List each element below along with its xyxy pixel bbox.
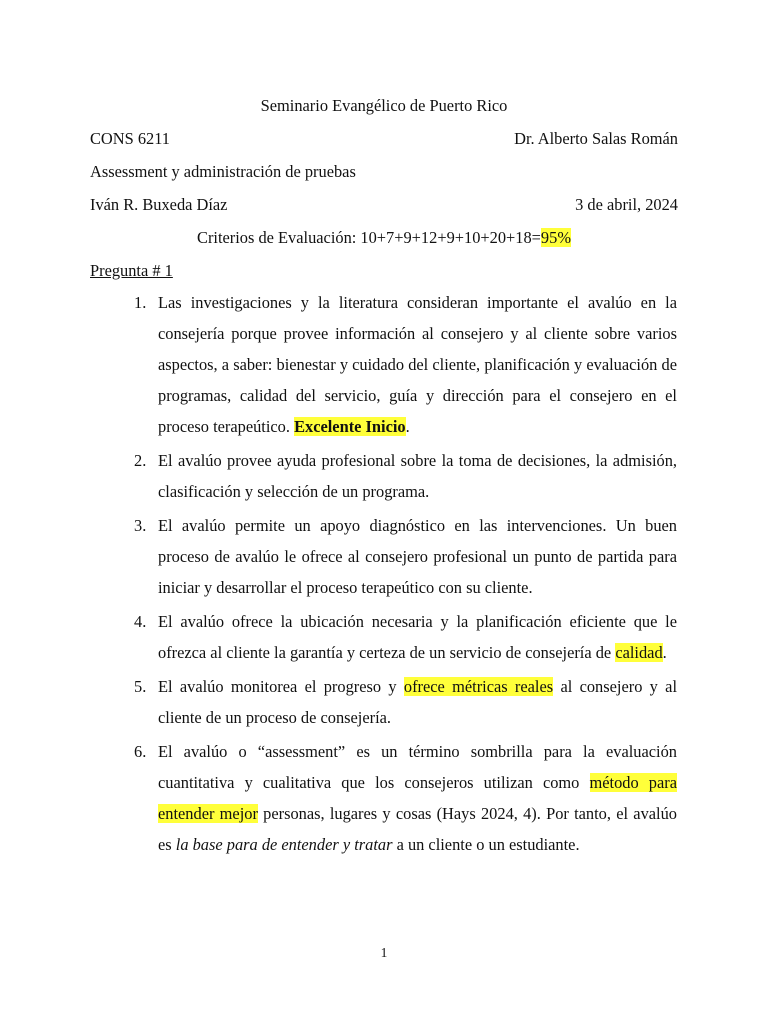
list-item	[0, 606, 677, 668]
text-segment: Las investigaciones y la literatura consideran importante el avalúo en la consejería porque provee información al consejero y al cliente sobre varios aspectos, a saber: bienestar y cuidado del cliente, planificación y evaluación de programas, calidad del servicio, guía y dirección para el consejero en el proceso terapeútico.	[158, 293, 677, 436]
text-segment: El avalúo ofrece la ubicación necesaria y la planificación eficiente que le ofrezca al cliente la garantía y certeza de un servicio de consejería de	[158, 612, 677, 662]
feedback-highlight: Excelente Inicio	[294, 417, 406, 436]
list-item-number: 4.	[134, 612, 147, 631]
text-segment: a un cliente o un estudiante.	[392, 835, 580, 854]
institution-title: Seminario Evangélico de Puerto Rico	[260, 96, 508, 115]
professor-name: Dr. Alberto Salas Román	[514, 129, 678, 148]
text-segment: al consejero y al cliente de un proceso de consejería.	[158, 677, 678, 727]
list-item-number: 6.	[134, 742, 147, 761]
course-code: CONS 6211	[90, 129, 170, 148]
question-heading: Pregunta # 1	[90, 261, 173, 280]
list-item-text	[158, 736, 677, 860]
evaluation-criteria	[90, 227, 678, 249]
list-item-number: 5.	[134, 677, 147, 696]
student-row	[90, 194, 678, 216]
text-segment: .	[662, 643, 667, 662]
page-number: 1	[380, 945, 388, 960]
answer-list	[0, 287, 677, 863]
document-date: 3 de abril, 2024	[575, 195, 678, 214]
course-row	[90, 128, 678, 150]
text-segment: El avalúo monitorea el progreso y	[158, 677, 404, 696]
italic-text: la base para de entender y tratar	[175, 835, 393, 854]
list-item	[0, 671, 677, 733]
text-segment: El avalúo o “assessment” es un término sombrilla para la evaluación cuantitativa y cualitativa que los consejeros utilizan como	[158, 742, 677, 792]
text-segment: El avalúo provee ayuda profesional sobre la toma de decisiones, la admisión, clasificación y selección de un programa.	[158, 451, 677, 501]
list-item-number: 1.	[134, 293, 147, 312]
list-item-number: 3.	[134, 516, 147, 535]
course-title: Assessment y administración de pruebas	[90, 162, 356, 181]
list-item	[0, 287, 677, 442]
criteria-text: Criterios de Evaluación: 10+7+9+12+9+10+20+18=	[197, 228, 541, 247]
text-segment: El avalúo permite un apoyo diagnóstico en las intervenciones. Un buen proceso de avalúo le ofrece al consejero profesional un punto de partida para iniciar y desarrollar el proceso terapeútico con su cliente.	[158, 516, 677, 597]
highlighted-text: método para entender mejor	[158, 773, 677, 823]
list-item	[0, 510, 677, 603]
list-item	[0, 736, 677, 860]
list-item-text	[158, 510, 677, 603]
text-segment: personas, lugares y cosas (Hays 2024, 4). Por tanto, el avalúo es	[158, 804, 677, 854]
highlighted-text: calidad	[615, 643, 663, 662]
text-segment: .	[405, 417, 410, 436]
criteria-score: 95%	[540, 228, 571, 247]
list-item	[0, 445, 677, 507]
student-name: Iván R. Buxeda Díaz	[90, 195, 228, 214]
list-item-text	[158, 445, 677, 507]
list-item-text	[158, 606, 677, 668]
list-item-text	[158, 287, 677, 442]
list-item-text	[158, 671, 677, 733]
highlighted-text: ofrece métricas reales	[403, 677, 554, 696]
list-item-number: 2.	[134, 451, 147, 470]
